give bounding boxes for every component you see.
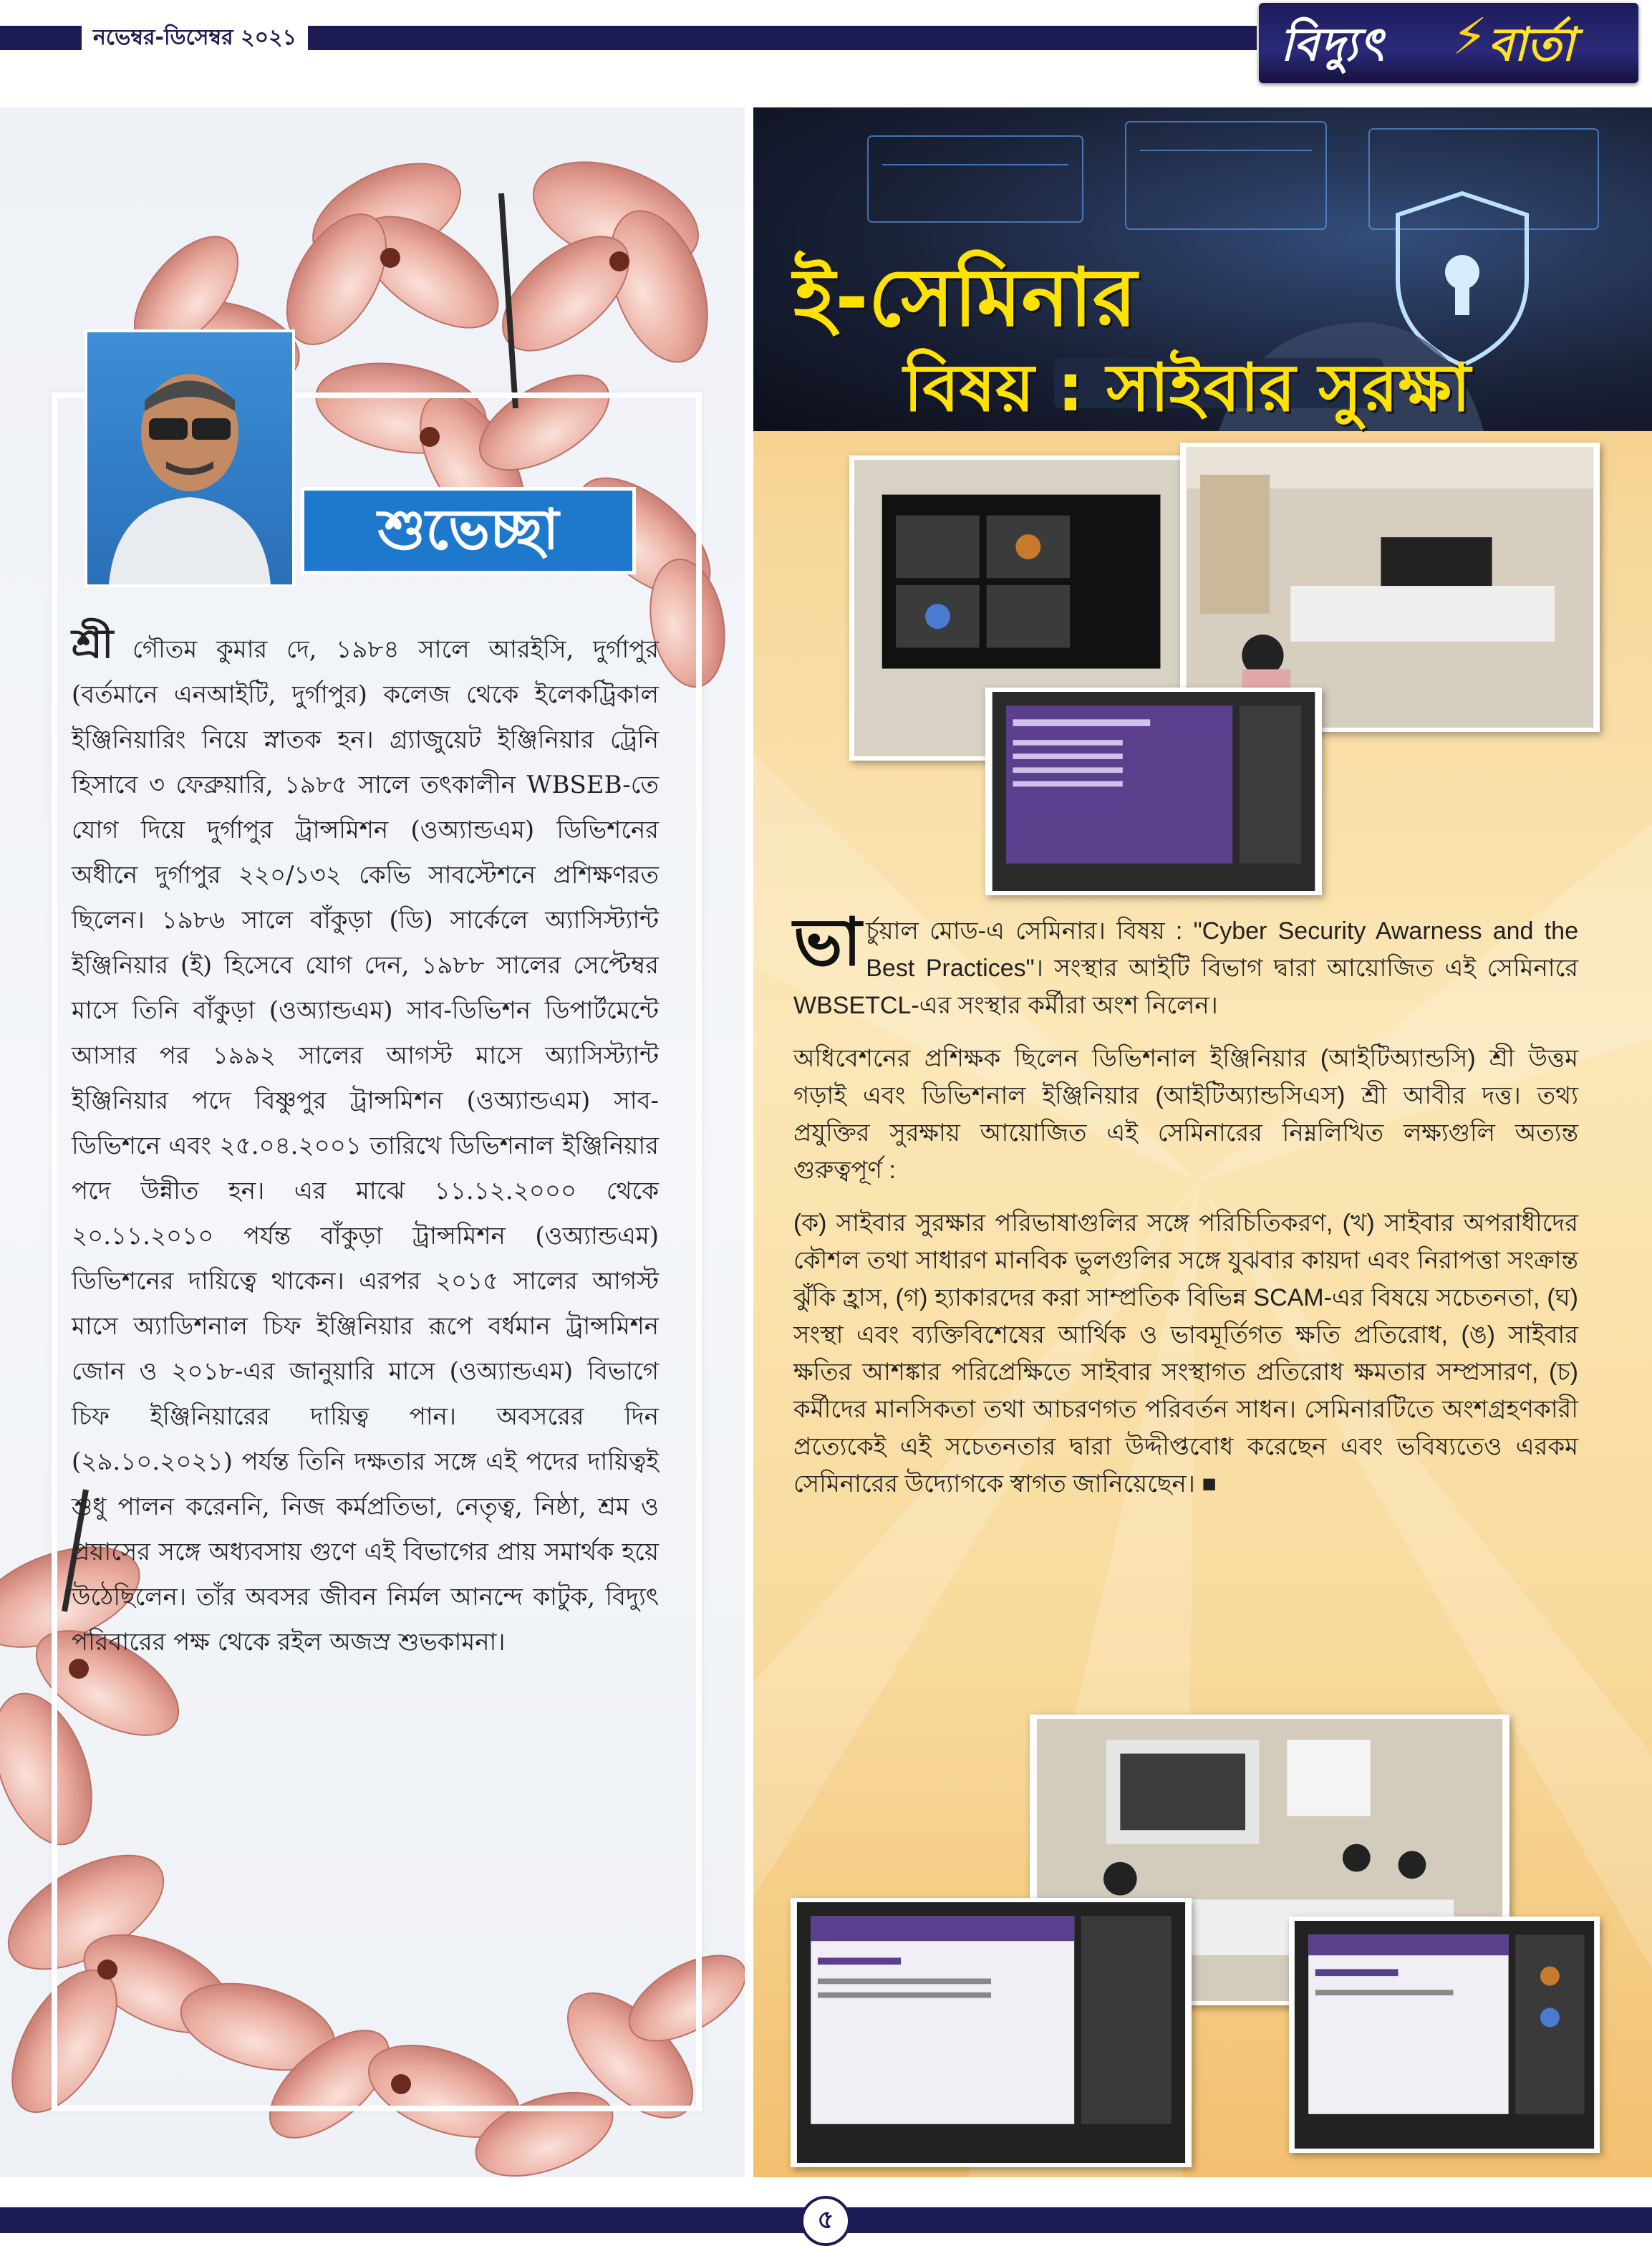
logo-word-2: বার্তা <box>1488 19 1575 72</box>
seminar-photo-agenda <box>985 688 1322 895</box>
lightning-icon: ⚡ <box>1452 7 1488 66</box>
seminar-article <box>793 906 1578 1518</box>
article-paragraph-3: (ক) সাইবার সুরক্ষার পরিভাষাগুলির সঙ্গে পরিচিতিকরণ, (খ) সাইবার অপরাধীদের কৌশল তথা সাধারণ মানবিক ভুলগুলির সঙ্গে যুঝবার কায়দা এবং নিরাপত্তা সংক্রান্ত ঝুঁকি হ্রাস, (গ) হ্যাকারদের করা সাম্প্রতিক বিভিন্ন SCAM-এর বিষয়ে সচেতনতা, (ঘ) সংস্থা এবং ব্যক্তিবিশেষের আর্থিক ও ভাবমূর্তিগত ক্ষতি প্রতিরোধ, (ঙ) সাইবার ক্ষতির আশঙ্কার পরিপ্রেক্ষিতে সাইবার সংস্থাগত প্রতিরোধ ক্ষমতার সম্প্রসারণ, (চ) কর্মীদের মানসিকতা তথা আচরণগত পরিবর্তন সাধন। সেমিনারটিতে অংশগ্রহণকারী প্রত্যেকেই এই সচেতনতার দ্বারা উদ্দীপ্তবোধ করেছেন এবং ভবিষ্যতেও এরকম সেমিনারের উদ্যোগকে স্বাগত জানিয়েছেন। ■ <box>793 1210 1578 1498</box>
issue-date: নভেম্বর-ডিসেম্বর ২০২১ <box>82 20 308 56</box>
drop-cap: ভা <box>793 906 862 979</box>
article-paragraph-1: র্চুয়াল মোড-এ সেমিনার। বিষয় : "Cyber Security Awarness and the Best Practices"। সংস্থার আইটি বিভাগ দ্বারা আয়োজিত এই সেমিনারে WBSETCL-এর সংস্থার কর্মীরা অংশ নিলেন। <box>793 917 1578 1019</box>
magazine-logo <box>1259 3 1638 83</box>
seminar-title: ই-সেমিনার <box>793 251 1137 344</box>
bio-paragraph: গৌতম কুমার দে, ১৯৮৪ সালে আরইসি, দুর্গাপুর (বর্তমানে এনআইটি, দুর্গাপুর) কলেজ থেকে ইলেকট্রিকাল ইঞ্জিনিয়ারিং নিয়ে স্নাতক হন। গ্র্যাজুয়েট ইঞ্জিনিয়ার ট্রেনি হিসাবে ৩ ফেব্রুয়ারি, ১৯৮৫ সালে তৎকালীন WBSEB-তে যোগ দিয়ে দুর্গাপুর ট্রান্সমিশন (ওঅ্যান্ডএম) ডিভিশনের অধীনে দুর্গাপুর ২২০/১৩২ কেভি সাবস্টেশনে প্রশিক্ষণরত ছিলেন। ১৯৮৬ সালে বাঁকুড়া (ডি) সার্কেলে অ্যাসিস্ট্যান্ট ইঞ্জিনিয়ার (ই) হিসেবে যোগ দেন, ১৯৮৮ সালের সেপ্টেম্বর মাসে তিনি বাঁকুড়া (ওঅ্যান্ডএম) সাব-ডিভিশন ডিপার্টমেন্টে আসার পর ১৯৯২ সালের আগস্ট মাসে অ্যাসিস্ট্যান্ট ইঞ্জিনিয়ার পদে বিষ্ণুপুর ট্রান্সমিশন (ওঅ্যান্ডএম) সাব-ডিভিশনে এবং ২৫.০৪.২০০১ তারিখে ডিভিশনাল ইঞ্জিনিয়ার পদে উন্নীত হন। এর মাঝে ১১.১২.২০০০ থেকে ২০.১১.২০১০ পর্যন্ত বাঁকুড়া ট্রান্সমিশন (ওঅ্যান্ডএম) ডিভিশনের দায়িত্বে থাকেন। এরপর ২০১৫ সালের আগস্ট মাসে অ্যাডিশনাল চিফ ইঞ্জিনিয়ার রূপে বর্ধমান ট্রান্সমিশন জোন ও ২০১৮-এর জানুয়ারি মাসে (ওঅ্যান্ডএম) বিভাগে চিফ ইঞ্জিনিয়ারের দায়িত্ব পান। অবসরের দিন (২৯.১০.২০২১) পর্যন্ত তিনি দক্ষতার সঙ্গে এই পদের দায়িত্বই শুধু পালন করেননি, নিজ কর্মপ্রতিভা, নেতৃত্ব, নিষ্ঠা, শ্রম ও প্রয়াসের সঙ্গে অধ্যবসায় গুণে এই বিভাগের প্রায় সমার্থক হয়ে উঠেছিলেন। তাঁর অবসর জীবন নির্মল আনন্দে কাটুক, বিদ্যুৎ পরিবারের পক্ষ থেকে রইল অজস্র শুভকামনা। <box>72 635 659 1657</box>
portrait-photo <box>84 329 295 587</box>
article-paragraph-2: অধিবেশনের প্রশিক্ষক ছিলেন ডিভিশনাল ইঞ্জিনিয়ার (আইটিঅ্যান্ডসি) শ্রী উত্তম গড়াই এবং ডিভিশনাল ইঞ্জিনিয়ার (আইটিঅ্যান্ডসিএস) শ্রী আবীর দত্ত। তথ্য প্রযুক্তির সুরক্ষায় আয়োজিত এই সেমিনারের নিম্নলিখিত লক্ষ্যগুলি অত্যন্ত গুরুত্বপূর্ণ : <box>793 1045 1578 1184</box>
seminar-photo-slide-2 <box>1289 1917 1600 2153</box>
bio-text <box>72 622 659 1665</box>
seminar-topic: বিষয় : সাইবার সুরক্ষা <box>904 350 1471 426</box>
page-number: ৫ <box>801 2196 851 2246</box>
bio-first-word: শ্রী <box>72 620 114 667</box>
logo-word-1: বিদ্যুৎ <box>1280 19 1386 72</box>
greeting-label: শুভেচ্ছা <box>301 487 636 574</box>
seminar-photo-slide-1 <box>791 1898 1192 2167</box>
